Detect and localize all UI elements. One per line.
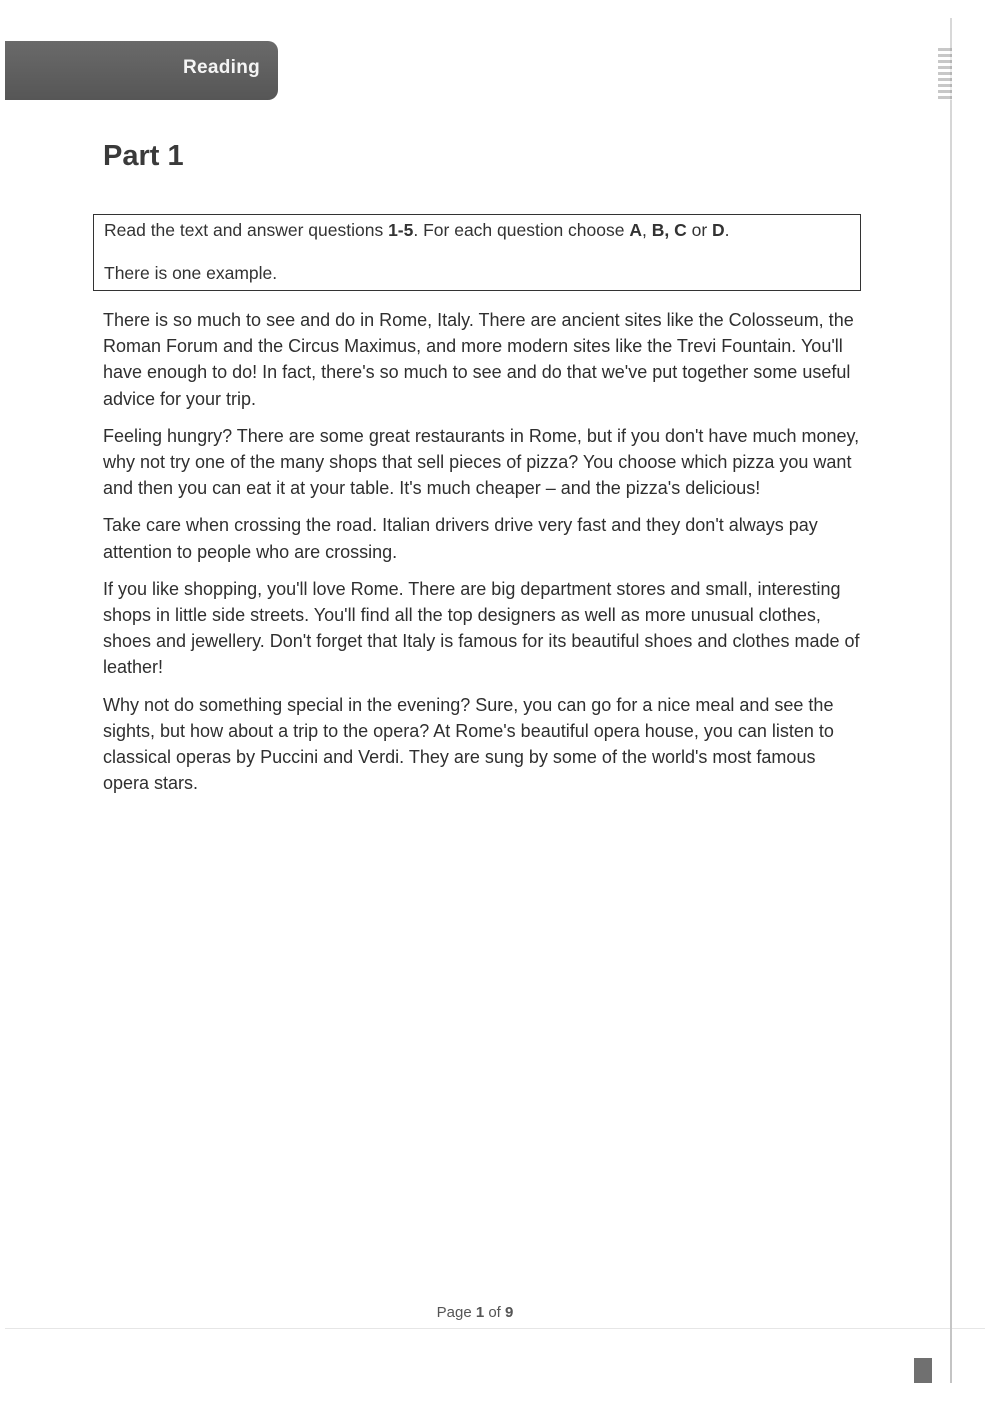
option-a: A (629, 220, 642, 240)
scan-artifact (938, 48, 952, 100)
passage-paragraph: There is so much to see and do in Rome, Italy. There are ancient sites like the Colosseum, the Roman Forum and the Circus Maximus, and more modern sites like the Trevi Fountain. You'll have enough to do! In fact, there's so much to see and do that we've put together some useful advice for your trip. (103, 310, 854, 409)
passage-paragraph: Why not do something special in the evening? Sure, you can go for a nice meal and see the sights, but how about a trip to the opera? At Rome's beautiful opera house, you can listen to classical operas by Puccini and Verdi. They are sung by some of the world's most famous opera stars. (103, 694, 834, 794)
section-tab (5, 41, 278, 100)
option-d: D (712, 220, 725, 240)
reading-passage (103, 307, 863, 807)
example-note: There is one example. (104, 263, 278, 283)
scan-edge-line (950, 18, 952, 1383)
part-title: Part 1 (103, 140, 184, 172)
question-range: 1-5 (388, 220, 414, 240)
instructions-box (93, 214, 861, 291)
passage-paragraph: Take care when crossing the road. Italian drivers drive very fast and they don't always pay attention to people who are crossing. (103, 515, 818, 562)
option-c: C (674, 220, 687, 240)
instructions-text: Read the text and answer questions 1-5. For each question choose A, B, C or D. (104, 220, 730, 240)
page-number: Page 1 of 9 (436, 1304, 514, 1321)
section-label: Reading (183, 57, 261, 78)
passage-paragraph: Feeling hungry? There are some great restaurants in Rome, but if you don't have much money, why not try one of the many shops that sell pieces of pizza? You choose which pizza you want and then you can eat it at your table. It's much cheaper – and the pizza's delicious! (103, 425, 860, 499)
corner-mark (914, 1358, 932, 1383)
option-b: B, (651, 220, 670, 240)
passage-paragraph: If you like shopping, you'll love Rome. There are big department stores and small, interesting shops in little side streets. You'll find all the top designers as well as more unusual clothes, shoes and jewellery. Don't forget that Italy is famous for its beautiful shoes and clothes made of leather! (103, 578, 860, 678)
footer-divider (5, 1328, 985, 1329)
